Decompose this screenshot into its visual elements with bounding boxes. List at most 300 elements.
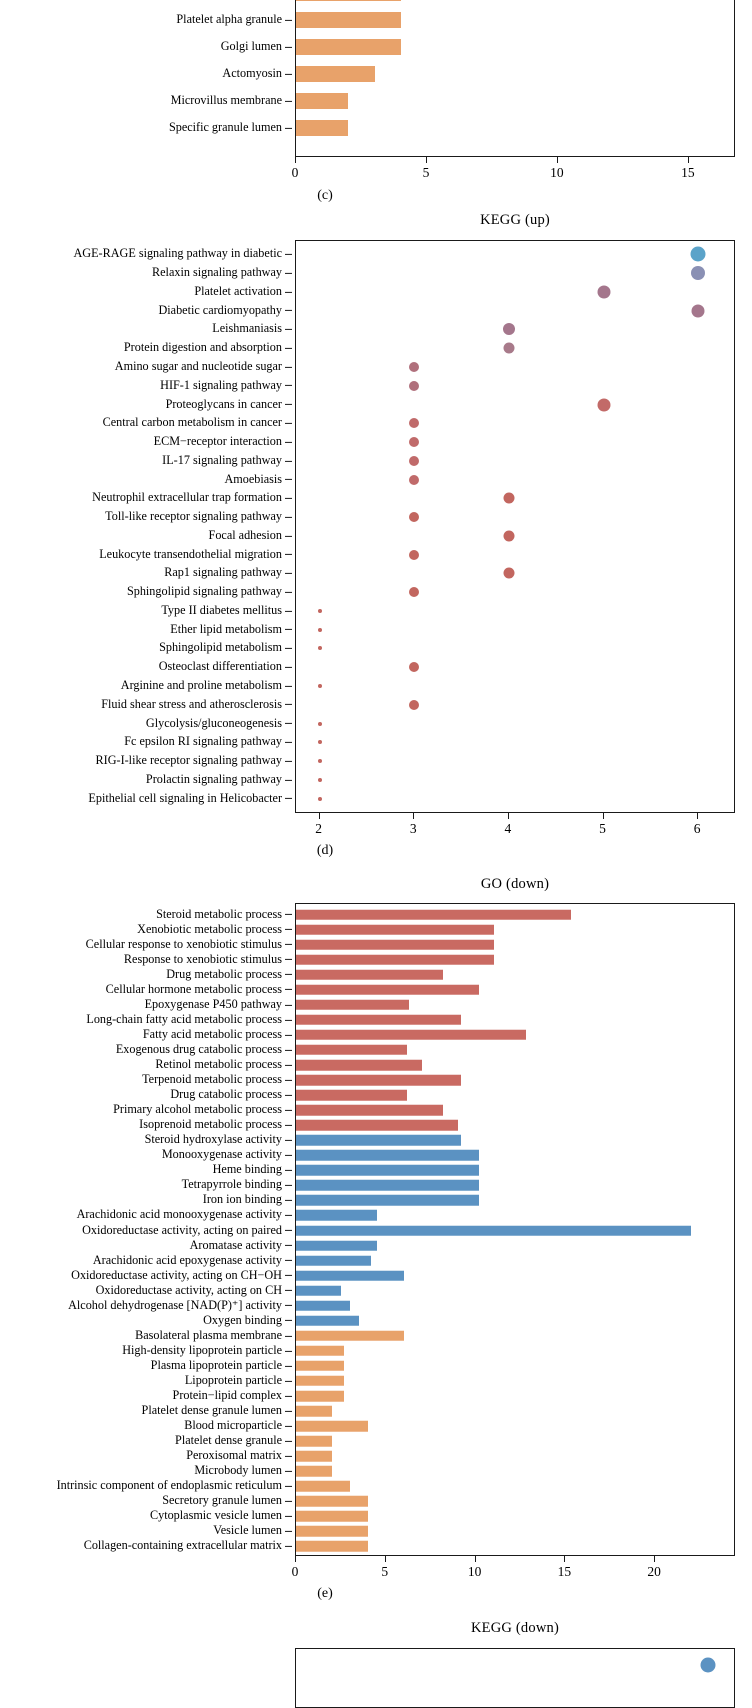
- y-tick-mark: [285, 404, 292, 405]
- data-point: [409, 550, 419, 560]
- category-label-text: Protein−lipid complex: [172, 1387, 282, 1402]
- y-tick-mark: [285, 1290, 292, 1291]
- y-tick-mark: [285, 442, 292, 443]
- y-tick-mark: [285, 1320, 292, 1321]
- category-label: [166, 397, 292, 409]
- x-tick-label: 5: [599, 821, 606, 836]
- bar: [296, 1195, 479, 1206]
- bar: [296, 1105, 443, 1116]
- y-tick-mark: [285, 273, 292, 274]
- category-label-text: Microbody lumen: [194, 1463, 282, 1478]
- category-label-text: Amino sugar and nucleotide sugar: [114, 358, 282, 373]
- bar: [296, 1376, 344, 1387]
- y-tick-mark: [285, 1531, 292, 1532]
- category-label-text: Epithelial cell signaling in Helicobacter: [88, 790, 282, 805]
- category-label: [124, 735, 292, 747]
- y-tick-mark: [285, 1245, 292, 1246]
- bar: [296, 12, 401, 28]
- y-tick-mark: [285, 329, 292, 330]
- category-label: [212, 322, 292, 334]
- data-point: [318, 759, 322, 763]
- category-label: [71, 1269, 292, 1281]
- category-label-text: Platelet dense granule lumen: [141, 1402, 282, 1417]
- y-tick-mark: [285, 629, 292, 630]
- x-tick-label: 4: [504, 821, 512, 836]
- x-tick-mark: [319, 813, 320, 819]
- y-tick-mark: [285, 592, 292, 593]
- y-tick-mark: [285, 1170, 292, 1171]
- category-label-text: Drug metabolic process: [166, 966, 282, 981]
- y-tick-mark: [285, 128, 292, 129]
- category-label-text: Oxygen binding: [203, 1312, 282, 1327]
- y-tick-mark: [285, 648, 292, 649]
- category-label-text: Protein digestion and absorption: [123, 340, 282, 355]
- x-tick-label: 20: [647, 1564, 661, 1579]
- category-label: [57, 1479, 292, 1491]
- y-tick-mark: [285, 1080, 292, 1081]
- category-label: [162, 1494, 292, 1506]
- y-tick-mark: [285, 1110, 292, 1111]
- bar: [296, 1120, 458, 1131]
- category-label: [184, 1419, 292, 1431]
- data-point: [701, 1658, 716, 1673]
- category-label: [213, 1163, 292, 1175]
- data-point: [503, 568, 514, 579]
- panel-e-title: GO (down): [480, 876, 550, 892]
- category-label-text: Steroid hydroxylase activity: [144, 1132, 282, 1147]
- category-label: [124, 953, 292, 965]
- y-tick-mark: [285, 929, 292, 930]
- data-point: [318, 684, 322, 688]
- category-label-text: Terpenoid metabolic process: [142, 1071, 282, 1086]
- category-label: [194, 1464, 292, 1476]
- bar: [296, 1030, 526, 1041]
- category-label-text: Platelet dense granule: [175, 1433, 282, 1448]
- category-label: [158, 304, 292, 316]
- category-label-text: Exogenous drug catabolic process: [115, 1041, 282, 1056]
- bar: [296, 1090, 407, 1101]
- y-tick-mark: [285, 1004, 292, 1005]
- data-point: [409, 456, 419, 466]
- category-label-text: Intrinsic component of endoplasmic reticulum: [56, 1478, 282, 1493]
- y-tick-mark: [285, 798, 292, 799]
- y-tick-mark: [285, 1200, 292, 1201]
- y-tick-mark: [285, 254, 292, 255]
- x-tick-mark: [385, 1556, 386, 1562]
- category-label: [145, 1133, 292, 1145]
- y-tick-mark: [285, 704, 292, 705]
- y-tick-mark: [285, 20, 292, 21]
- category-label-text: Blood microparticle: [184, 1417, 282, 1432]
- y-tick-mark: [285, 723, 292, 724]
- category-label-text: Glycolysis/gluconeogenesis: [145, 715, 282, 730]
- x-tick-mark: [654, 1556, 655, 1562]
- y-tick-mark: [285, 1546, 292, 1547]
- y-tick-mark: [285, 535, 292, 536]
- y-tick-mark: [285, 1426, 292, 1427]
- data-point: [318, 778, 322, 782]
- category-label-text: HIF-1 signaling pathway: [160, 377, 282, 392]
- category-label: [159, 660, 292, 672]
- bar: [296, 1075, 461, 1086]
- data-point: [503, 493, 514, 504]
- category-label: [222, 67, 292, 79]
- x-tick-mark: [295, 1556, 296, 1562]
- data-point: [409, 381, 419, 391]
- bar: [296, 66, 375, 82]
- category-label: [103, 416, 292, 428]
- x-tick-label: 10: [467, 1564, 482, 1579]
- category-label-text: Aromatase activity: [189, 1237, 282, 1252]
- bar: [296, 39, 401, 55]
- data-point: [318, 646, 322, 650]
- y-tick-mark: [285, 1350, 292, 1351]
- category-label-text: Proteoglycans in cancer: [165, 396, 282, 411]
- data-point: [692, 304, 705, 317]
- category-label: [159, 641, 292, 653]
- category-label-text: Cellular hormone metabolic process: [105, 981, 282, 996]
- data-point: [409, 418, 419, 428]
- y-tick-mark: [285, 1366, 292, 1367]
- category-label-text: Rap1 signaling pathway: [164, 565, 282, 580]
- category-label: [143, 1028, 292, 1040]
- category-label: [116, 1043, 292, 1055]
- category-label-text: Sphingolipid metabolism: [159, 640, 282, 655]
- category-label-text: Alcohol dehydrogenase [NAD(P)⁺] activity: [68, 1297, 282, 1312]
- category-label: [164, 566, 292, 578]
- y-tick-mark: [285, 573, 292, 574]
- category-label-text: Tetrapyrrole binding: [181, 1177, 282, 1192]
- bar: [296, 1000, 409, 1011]
- category-label-text: Xenobiotic metabolic process: [137, 921, 282, 936]
- category-label: [175, 1434, 292, 1446]
- x-tick-mark: [413, 813, 414, 819]
- category-label: [209, 529, 292, 541]
- bar: [296, 93, 348, 109]
- y-tick-mark: [285, 989, 292, 990]
- category-label: [74, 247, 293, 259]
- category-label: [203, 1314, 292, 1326]
- category-label: [115, 360, 292, 372]
- category-label-text: Platelet activation: [194, 283, 282, 298]
- category-label: [150, 1509, 292, 1521]
- bar: [296, 1180, 479, 1191]
- category-label-text: Basolateral plasma membrane: [135, 1327, 282, 1342]
- category-label: [186, 1449, 292, 1461]
- y-tick-mark: [285, 1516, 292, 1517]
- y-tick-mark: [285, 1260, 292, 1261]
- y-tick-mark: [285, 1140, 292, 1141]
- x-tick-mark: [564, 1556, 565, 1562]
- bar: [296, 1421, 368, 1432]
- category-label: [185, 1374, 292, 1386]
- category-label: [161, 604, 292, 616]
- bar: [296, 954, 494, 965]
- category-label-text: Response to xenobiotic stimulus: [123, 951, 282, 966]
- category-label-text: Isoprenoid metabolic process: [139, 1117, 282, 1132]
- category-label-text: Prolactin signaling pathway: [145, 771, 282, 786]
- category-label-text: Platelet alpha granule: [176, 11, 282, 26]
- category-label-text: Iron ion binding: [202, 1192, 282, 1207]
- category-label-text: Cytoplasmic vesicle lumen: [149, 1508, 282, 1523]
- panel-c-plot-frame: [295, 0, 735, 157]
- data-point: [318, 722, 322, 726]
- bar: [296, 1300, 350, 1311]
- bar: [296, 1466, 332, 1477]
- y-tick-mark: [285, 611, 292, 612]
- category-label-text: Microvillus membrane: [170, 93, 282, 108]
- category-label: [162, 1148, 292, 1160]
- x-tick-label: 3: [409, 821, 417, 836]
- bar: [296, 1331, 404, 1342]
- category-label: [68, 1299, 292, 1311]
- category-label: [176, 13, 292, 25]
- data-point: [503, 323, 515, 335]
- y-tick-mark: [285, 292, 292, 293]
- category-label-text: Relaxin signaling pathway: [152, 265, 282, 280]
- y-tick-mark: [285, 385, 292, 386]
- panel-d-title: KEGG (up): [480, 212, 550, 228]
- y-tick-mark: [285, 742, 292, 743]
- x-tick-mark: [697, 813, 698, 819]
- data-point: [409, 437, 419, 447]
- panel-e-y-labels: [0, 903, 292, 1556]
- category-label: [142, 1073, 292, 1085]
- category-label: [88, 792, 292, 804]
- category-label-text: Type II diabetes mellitus: [161, 602, 282, 617]
- y-tick-mark: [285, 554, 292, 555]
- y-tick-mark: [285, 348, 292, 349]
- category-label: [96, 1284, 292, 1296]
- y-tick-mark: [285, 47, 292, 48]
- data-point: [409, 662, 419, 672]
- data-point: [409, 700, 419, 710]
- category-label-text: Primary alcohol metabolic process: [113, 1102, 282, 1117]
- category-label: [142, 1404, 292, 1416]
- x-tick-label: 10: [550, 165, 564, 180]
- category-label: [166, 968, 292, 980]
- y-tick-mark: [285, 1155, 292, 1156]
- y-tick-mark: [285, 1471, 292, 1472]
- y-tick-mark: [285, 1486, 292, 1487]
- category-label: [224, 472, 292, 484]
- y-tick-mark: [285, 1335, 292, 1336]
- category-label: [122, 1344, 292, 1356]
- category-label: [152, 266, 292, 278]
- category-label-text: Central carbon metabolism in cancer: [102, 415, 282, 430]
- category-label: [146, 773, 292, 785]
- category-label-text: Arachidonic acid epoxygenase activity: [92, 1252, 282, 1267]
- panel-e-letter: (e): [317, 1586, 333, 1601]
- category-label: [77, 1208, 292, 1220]
- bar: [296, 1316, 359, 1327]
- data-point: [409, 362, 419, 372]
- bar: [296, 939, 494, 950]
- y-tick-mark: [285, 460, 292, 461]
- category-label: [151, 1359, 292, 1371]
- category-label: [137, 922, 292, 934]
- y-tick-mark: [285, 423, 292, 424]
- category-label: [170, 623, 292, 635]
- x-tick-mark: [426, 157, 427, 163]
- y-tick-mark: [285, 1275, 292, 1276]
- category-label: [190, 1238, 292, 1250]
- bar: [296, 1270, 404, 1281]
- category-label: [145, 998, 292, 1010]
- y-tick-mark: [285, 1441, 292, 1442]
- bar: [296, 1060, 422, 1071]
- bar: [296, 1225, 691, 1236]
- category-label-text: Fluid shear stress and atherosclerosis: [101, 696, 282, 711]
- category-label-text: Long-chain fatty acid metabolic process: [86, 1011, 282, 1026]
- category-label: [99, 548, 292, 560]
- category-label-text: Neutrophil extracellular trap formation: [92, 490, 282, 505]
- category-label: [84, 1539, 292, 1551]
- y-tick-mark: [285, 1185, 292, 1186]
- y-tick-mark: [285, 686, 292, 687]
- y-tick-mark: [285, 1215, 292, 1216]
- y-tick-mark: [285, 1050, 292, 1051]
- data-point: [597, 285, 610, 298]
- category-label: [173, 1389, 292, 1401]
- panel-c-y-labels: [0, 0, 292, 157]
- bar: [296, 909, 571, 920]
- y-tick-mark: [285, 1095, 292, 1096]
- category-label: [203, 1193, 292, 1205]
- category-label-text: Actomyosin: [222, 66, 282, 81]
- y-tick-mark: [285, 959, 292, 960]
- panel-d-x-axis: [295, 813, 735, 849]
- category-label: [169, 121, 292, 133]
- category-label: [96, 754, 292, 766]
- category-label-text: Secretory granule lumen: [162, 1493, 282, 1508]
- data-point: [503, 343, 514, 354]
- category-label-text: Lipoprotein particle: [184, 1372, 282, 1387]
- bar: [296, 1165, 479, 1176]
- category-label-text: AGE-RAGE signaling pathway in diabetic: [73, 246, 282, 261]
- category-label: [86, 1013, 292, 1025]
- y-tick-mark: [285, 367, 292, 368]
- category-label-text: Specific granule lumen: [168, 120, 282, 135]
- y-tick-mark: [285, 779, 292, 780]
- y-tick-mark: [285, 1411, 292, 1412]
- category-label: [101, 698, 292, 710]
- y-tick-mark: [285, 914, 292, 915]
- category-label-text: Heme binding: [212, 1162, 282, 1177]
- category-label-text: Fatty acid metabolic process: [142, 1026, 282, 1041]
- category-label-text: Monooxygenase activity: [161, 1147, 282, 1162]
- bar: [296, 1451, 332, 1462]
- x-tick-mark: [557, 157, 558, 163]
- data-point: [691, 266, 705, 280]
- category-label-text: High-density lipoprotein particle: [122, 1342, 282, 1357]
- y-tick-mark: [285, 1396, 292, 1397]
- x-tick-label: 2: [315, 821, 323, 836]
- panel-d-y-labels: [0, 240, 292, 813]
- y-tick-mark: [285, 1456, 292, 1457]
- category-label-text: Ether lipid metabolism: [170, 621, 282, 636]
- bar: [296, 984, 479, 995]
- bar: [296, 0, 401, 1]
- category-label-text: Collagen-containing extracellular matrix: [83, 1538, 282, 1553]
- category-label: [86, 938, 292, 950]
- category-label-text: Drug catabolic process: [170, 1086, 282, 1101]
- category-label: [127, 585, 292, 597]
- x-tick-label: 5: [381, 1564, 389, 1579]
- x-tick-mark: [475, 1556, 476, 1562]
- y-tick-mark: [285, 479, 292, 480]
- panel-c-letter: (c): [317, 188, 333, 203]
- panel-e-plot-frame: [295, 903, 735, 1556]
- panel-f-plot-frame: [295, 1648, 735, 1708]
- category-label: [156, 907, 292, 919]
- data-point: [691, 247, 706, 262]
- y-tick-mark: [285, 310, 292, 311]
- bar: [296, 1481, 350, 1492]
- y-tick-mark: [285, 74, 292, 75]
- data-point: [318, 609, 322, 613]
- category-label: [221, 40, 292, 52]
- y-tick-mark: [285, 1381, 292, 1382]
- data-point: [409, 475, 419, 485]
- category-label: [182, 1178, 292, 1190]
- bar: [296, 1150, 479, 1161]
- bar: [296, 1240, 377, 1251]
- data-point: [409, 512, 419, 522]
- bar: [296, 120, 348, 136]
- category-label: [139, 1118, 292, 1130]
- bar: [296, 1346, 344, 1357]
- bar: [296, 924, 494, 935]
- category-label: [113, 1103, 292, 1115]
- category-label-text: Cellular response to xenobiotic stimulus: [85, 936, 282, 951]
- category-label: [154, 435, 292, 447]
- bar: [296, 1361, 344, 1372]
- category-label-text: Epoxygenase P450 pathway: [144, 996, 282, 1011]
- category-label-text: Arginine and proline metabolism: [120, 677, 282, 692]
- category-label-text: Amoebiasis: [224, 471, 282, 486]
- data-point: [409, 587, 419, 597]
- category-label: [121, 679, 292, 691]
- category-label-text: Leukocyte transendothelial migration: [99, 546, 282, 561]
- panel-e-x-axis: [291, 1556, 735, 1592]
- category-label-text: Toll-like receptor signaling pathway: [105, 509, 282, 524]
- category-label-text: RIG-I-like receptor signaling pathway: [95, 752, 282, 767]
- x-tick-mark: [688, 157, 689, 163]
- y-tick-mark: [285, 761, 292, 762]
- category-label: [93, 1253, 292, 1265]
- category-label-text: Fc epsilon RI signaling pathway: [124, 734, 282, 749]
- category-label-text: Plasma lipoprotein particle: [150, 1357, 282, 1372]
- x-tick-mark: [603, 813, 604, 819]
- y-tick-mark: [285, 667, 292, 668]
- category-label: [82, 1223, 292, 1235]
- y-tick-mark: [285, 1125, 292, 1126]
- x-tick-label: 6: [693, 821, 701, 836]
- bar: [296, 1015, 461, 1026]
- y-tick-mark: [285, 1230, 292, 1231]
- bar: [296, 1511, 368, 1522]
- y-tick-mark: [285, 1305, 292, 1306]
- category-label: [171, 94, 292, 106]
- x-tick-label: 0: [291, 165, 299, 180]
- category-label-text: Steroid metabolic process: [156, 906, 282, 921]
- category-label: [162, 454, 292, 466]
- x-tick-label: 15: [681, 165, 695, 180]
- category-label-text: Diabetic cardiomyopathy: [158, 302, 282, 317]
- category-label-text: Peroxisomal matrix: [186, 1448, 282, 1463]
- bar: [296, 1541, 368, 1552]
